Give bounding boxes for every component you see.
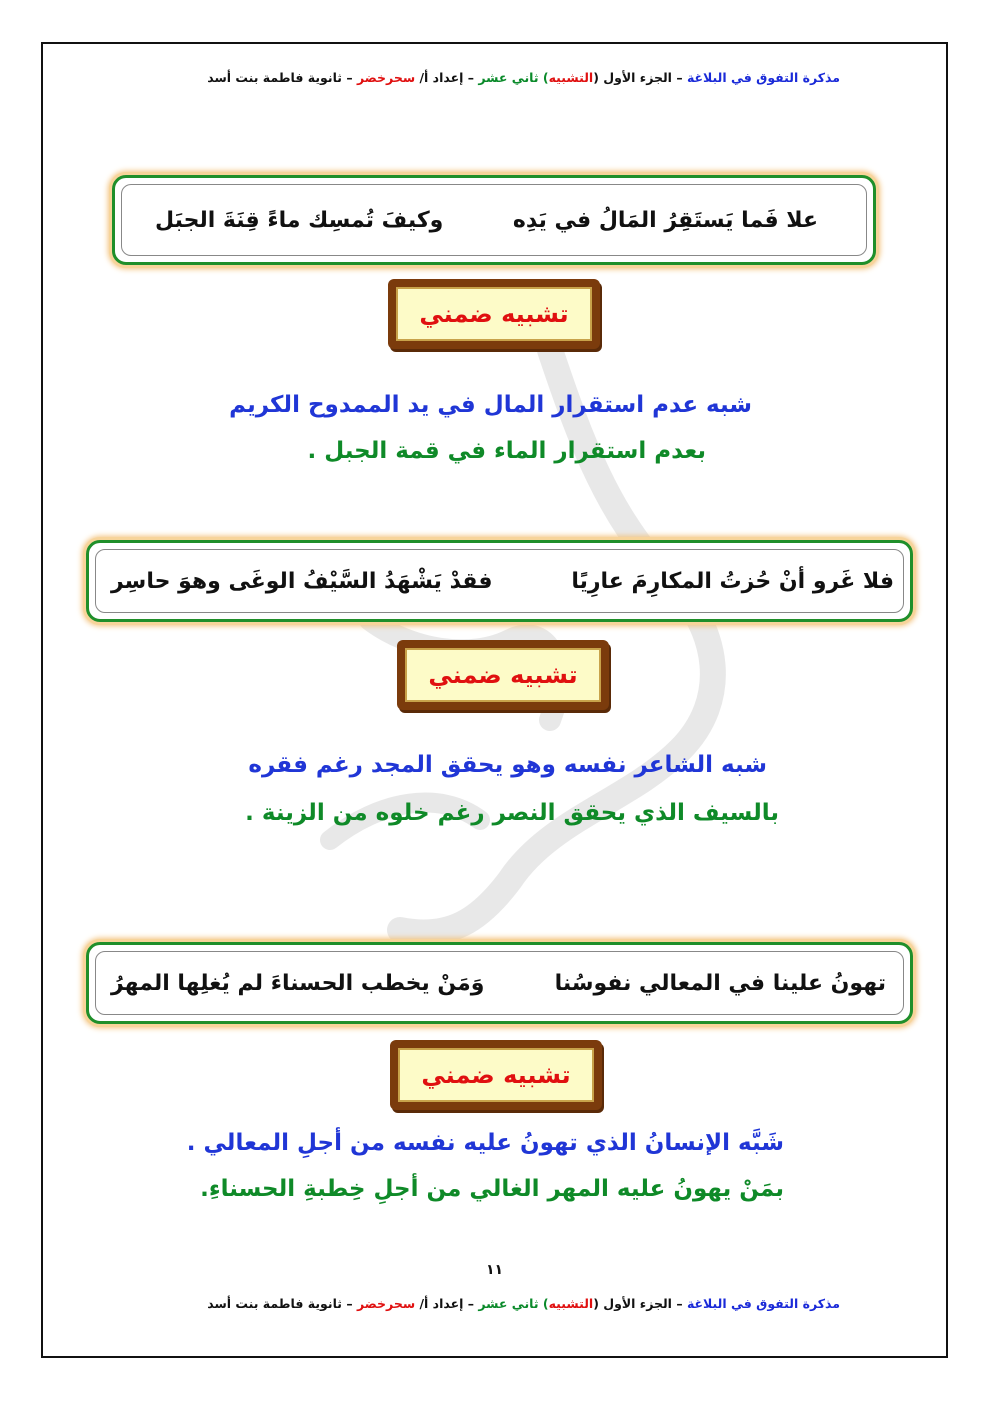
- verse-second-hemistich: فقدْ يَشْهَدُ السَّيْفُ الوغَى وهوَ حاسِر: [111, 568, 493, 594]
- verse-line: [155, 178, 818, 262]
- verse-box-3: [86, 942, 913, 1024]
- verse-second-hemistich: وَمَنْ يخطب الحسناءَ لم يُغلِها المهرُ: [111, 970, 485, 996]
- verse-first-hemistich: تهونُ علينا في المعالي نفوسُنا: [554, 970, 886, 996]
- explanation-line-2: بمَنْ يهونُ عليه المهر الغالي من أجلِ خِطبةِ الحسناءِ.: [200, 1176, 784, 1202]
- explanation-line-2: بعدم استقرار الماء في قمة الجبل .: [307, 438, 706, 464]
- verse-line: [111, 945, 886, 1021]
- explanation-line-1: شَبَّه الإنسانُ الذي تهونُ عليه نفسه من أجلِ المعالي .: [186, 1130, 784, 1156]
- label-box-2: [397, 640, 609, 710]
- verse-first-hemistich: علا فَما يَستَقِرُ المَالُ في يَدِه: [512, 207, 818, 233]
- label-text: تشبيه ضمني: [405, 648, 601, 702]
- page-footer: مذكرة التفوق في البلاغة – الجزء الأول (التشبيه) ثاني عشر – إعداد أ/ سحرخضر – ثانوية فاطمة بنت أسد: [207, 1296, 840, 1311]
- verse-second-hemistich: وكيفَ تُمسِك ماءً قِنَةَ الجبَل: [155, 207, 444, 233]
- explanation-line-1: شبه الشاعر نفسه وهو يحقق المجد رغم فقره: [248, 752, 767, 778]
- verse-line: [111, 543, 894, 619]
- label-text: تشبيه ضمني: [398, 1048, 594, 1102]
- label-box-3: [390, 1040, 602, 1110]
- page-header: مذكرة التفوق في البلاغة – الجزء الأول (التشبيه) ثاني عشر – إعداد أ/ سحرخضر – ثانوية فاطمة بنت أسد: [207, 70, 840, 85]
- explanation-line-2: بالسيف الذي يحقق النصر رغم خلوه من الزينة .: [245, 800, 779, 826]
- label-box-1: [388, 279, 600, 349]
- label-text: تشبيه ضمني: [396, 287, 592, 341]
- page-number: ١١: [486, 1262, 504, 1278]
- verse-box-1: [112, 175, 876, 265]
- verse-box-2: [86, 540, 913, 622]
- verse-first-hemistich: فلا غَرو أنْ حُزتُ المكارِمَ عارِيًا: [571, 568, 894, 594]
- explanation-line-1: شبه عدم استقرار المال في يد الممدوح الكريم: [229, 392, 752, 418]
